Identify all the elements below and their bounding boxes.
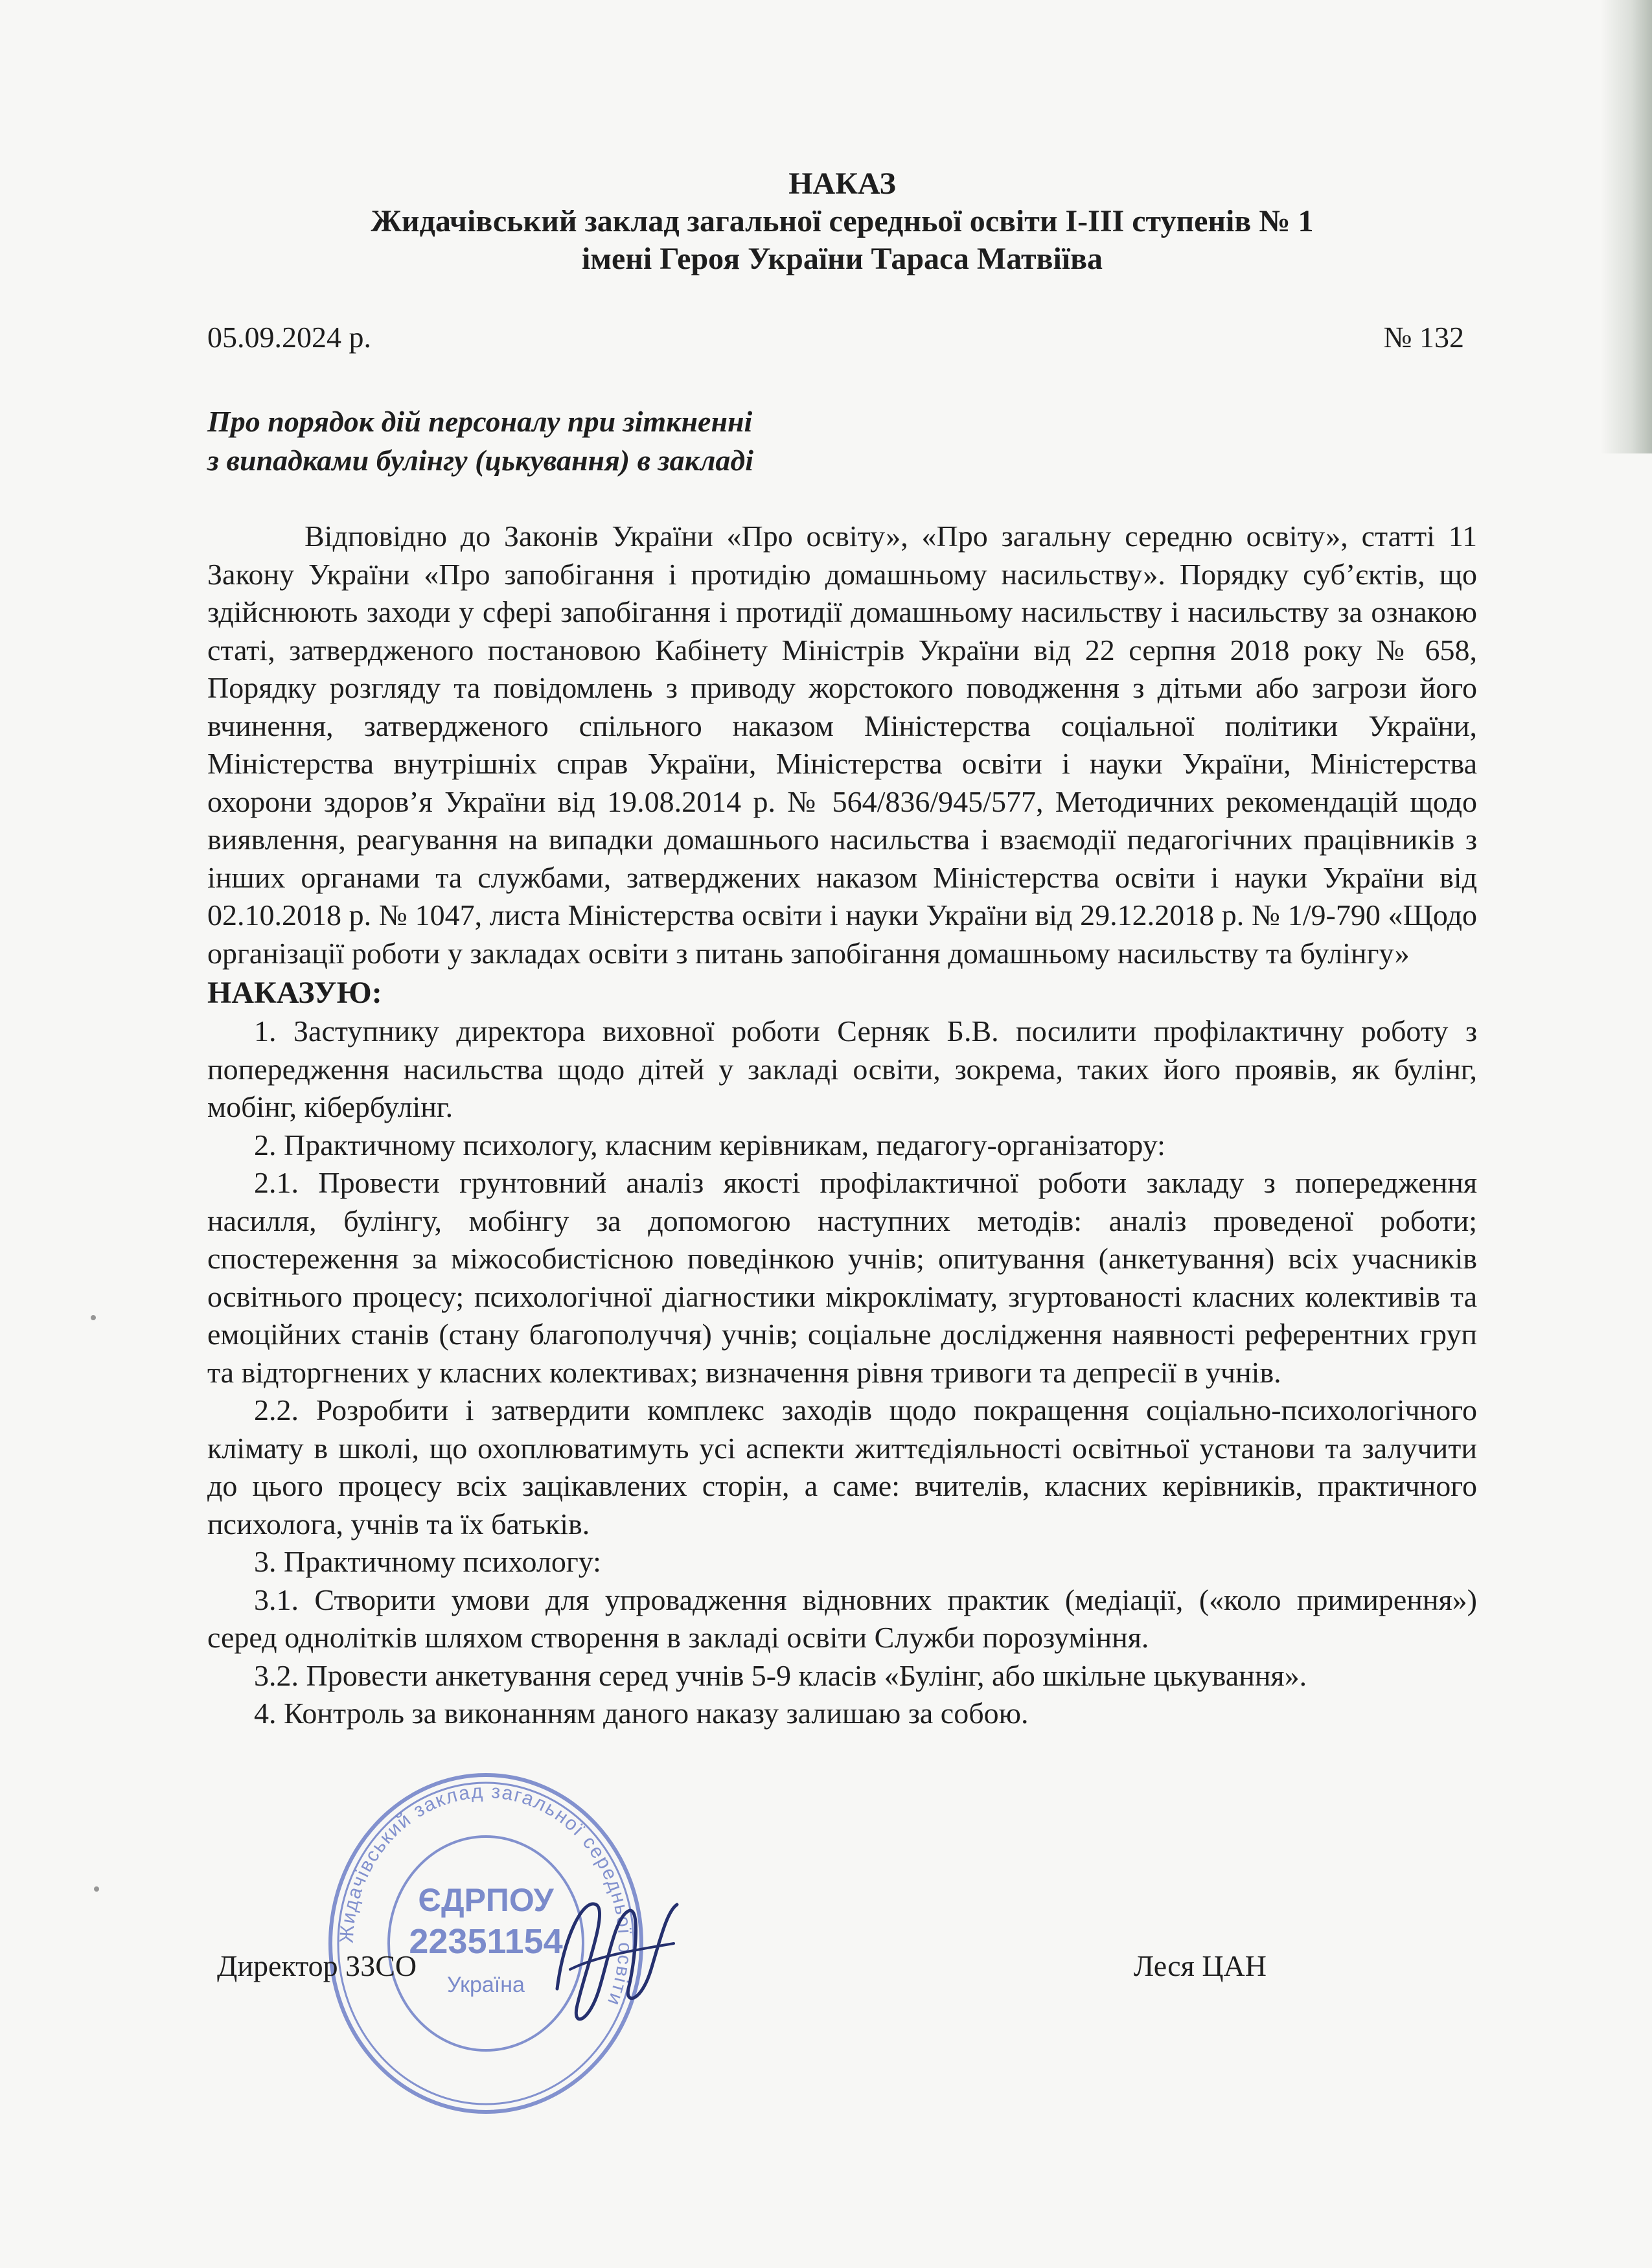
scan-edge-mark <box>1600 0 1652 453</box>
stamp-ring-text: Жидачівський заклад загальної середньої освіти <box>336 1780 636 2010</box>
order-item-2: 2. Практичному психологу, класним керівникам, педагогу-організатору: <box>254 1128 1165 1162</box>
signatory-position: Директор ЗЗСО <box>217 1949 417 1982</box>
order-item-3-2: 3.2. Провести анкетування серед учнів 5-9 класів «Булінг, або шкільне цькування». <box>254 1658 1307 1692</box>
document-page <box>207 165 1477 1733</box>
order-item-2-1: 2.1. Провести грунтовний аналіз якості профілактичної роботи закладу з попередження насилля, булінгу, мобінгу за допомогою наступних методів: аналіз проведеної роботи; спостереження за міжособистісною поведінкою учнів; опитування (анкетування) всіх учасників освітнього процесу; психологічної діагностики мікроклімату, згуртованості класних колективів та емоційних станів (стану благополуччя) учнів; соціальне дослідження наявності референтних груп та відторгнених у класних колективах; визначення рівня тривоги та депресії в учнів. <box>207 1166 1477 1389</box>
order-number: № 132 <box>1383 321 1464 354</box>
order-item-3-1: 3.1. Створити умови для упровадження відновних практик (медіації, («коло примирення») серед однолітків шляхом створення в закладі освіти Служби порозуміння. <box>207 1583 1477 1654</box>
order-word: НАКАЗУЮ: <box>207 976 382 1010</box>
document-header <box>207 165 1477 278</box>
order-item-2-2: 2.2. Розробити і затвердити комплекс заходів щодо покращення соціально-психологічного клімату в школі, що охоплюватимуть усі аспекти життєдіяльності освітньої установи та залучити до цього процесу всіх зацікавлених сторін, а саме: вчителів, класних керівників, практичного психолога, учнів та їх батьків. <box>207 1393 1477 1541</box>
signatory-name: Леся ЦАН <box>1133 1949 1267 1982</box>
order-item-4: 4. Контроль за виконанням даного наказу залишаю за собою. <box>254 1697 1029 1730</box>
order-subject <box>207 402 1477 480</box>
scan-speck <box>94 1886 99 1892</box>
signature-row <box>217 1949 1267 1983</box>
preamble-paragraph: Відповідно до Законів України «Про освіту», «Про загальну середню освіту», статті 11 Закону України «Про запобігання і протидію домашньому насильству». Порядку суб’єктів, що здійснюють заходи у сфері запобігання і протидії домашньому насильству і насильству за ознакою статі, затвердженого постановою Кабінету Міністрів України від 22 серпня 2018 року № 658, Порядку розгляду та повідомлень з приводу жорстокого поводження з дітьми або загрози його вчинення, затвердженого спільного наказом Міністерства соціальної політики України, Міністерства внутрішніх справ України, Міністерства освіти і науки України, Міністерства охорони здоров’я України від 19.08.2014 р. № 564/836/945/577, Методичних рекомендацій щодо виявлення, реагування на випадки домашнього насильства і взаємодії педагогічних працівників з інших органами та службами, затверджених наказом Міністерства освіти і науки України від 02.10.2018 р. № 1047, листа Міністерства освіти і науки України від 29.12.2018 р. № 1/9-790 «Щодо організації роботи у закладах освіти з питань запобігання домашньому насильству та булінгу» <box>207 520 1477 970</box>
stamp-code: 22351154 <box>409 1922 563 1961</box>
order-meta <box>207 318 1477 357</box>
institution-named-after: імені Героя України Тараса Матвіїва <box>581 242 1103 276</box>
order-date: 05.09.2024 р. <box>207 321 371 354</box>
order-subject-line-2: з випадками булінгу (цькування) в закладі <box>207 444 754 477</box>
order-item-3: 3. Практичному психологу: <box>254 1545 601 1578</box>
scan-speck <box>91 1315 96 1320</box>
document-title: НАКАЗ <box>788 166 896 201</box>
order-subject-line-1: Про порядок дій персоналу при зіткненні <box>207 405 753 438</box>
stamp-country: Україна <box>447 1973 525 1997</box>
stamp-code-label: ЄДРПОУ <box>418 1882 554 1918</box>
order-item-1: 1. Заступнику директора виховної роботи Серняк Б.В. посилити профілактичну роботу з попередження насильства щодо дітей у закладі освіти, зокрема, таких його проявів, як булінг, мобінг, кібербулінг. <box>207 1014 1477 1123</box>
institution-name: Жидачівський заклад загальної середньої освіти І-ІІІ ступенів № 1 <box>371 204 1314 238</box>
